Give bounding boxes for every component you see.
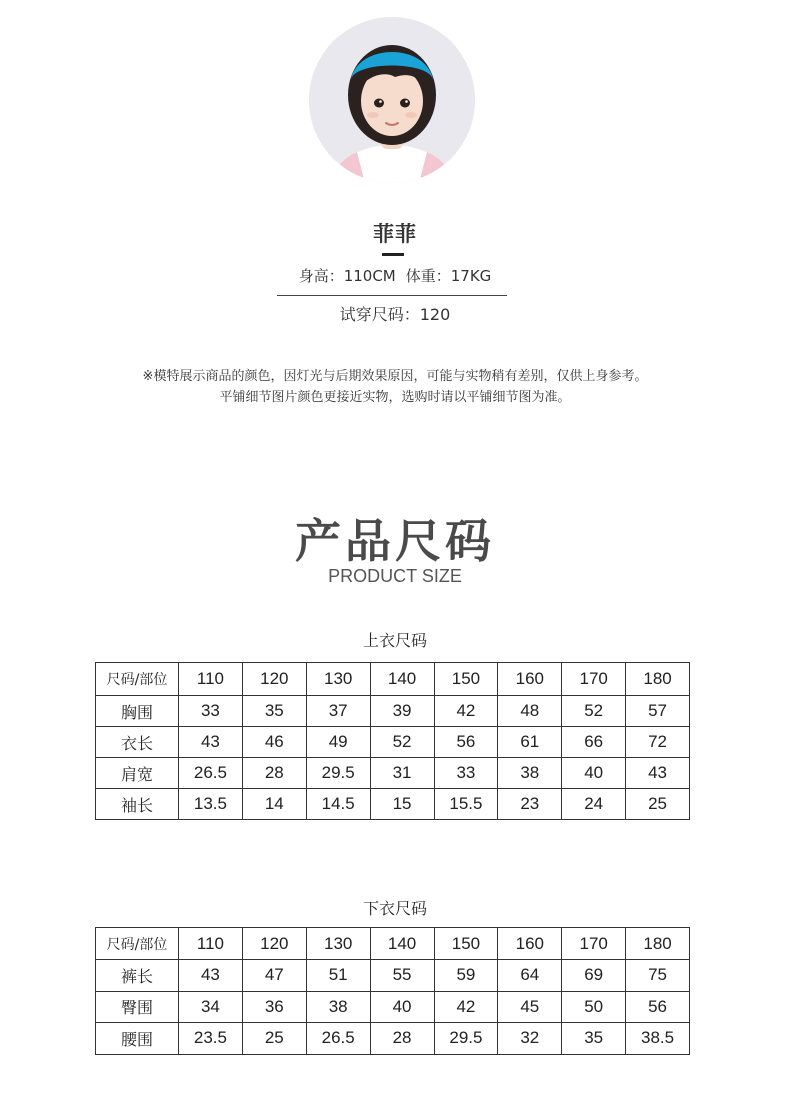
size-value-cell: 180 [626, 928, 690, 960]
model-name: 菲菲 [373, 222, 417, 246]
size-value-cell: 48 [498, 696, 562, 727]
size-value-cell: 14.5 [306, 789, 370, 820]
size-value-cell: 40 [562, 758, 626, 789]
size-value-cell: 38.5 [626, 1023, 690, 1055]
bottom-size-caption: 下衣尺码 [362, 899, 427, 918]
size-section-title: 产品尺码 [295, 514, 495, 568]
size-value-cell: 43 [626, 758, 690, 789]
table-row [96, 960, 690, 992]
size-value-cell: 130 [306, 928, 370, 960]
size-section-subtitle: PRODUCT SIZE [328, 566, 462, 586]
size-value-cell: 29.5 [306, 758, 370, 789]
table-row [96, 1023, 690, 1055]
size-value-cell: 28 [242, 758, 306, 789]
size-value-cell: 120 [242, 663, 306, 696]
size-value-cell: 49 [306, 727, 370, 758]
size-value-cell: 33 [434, 758, 498, 789]
size-value-cell: 160 [498, 663, 562, 696]
size-value-cell: 69 [562, 960, 626, 992]
row-label-cell: 胸围 [96, 696, 179, 727]
size-value-cell: 59 [434, 960, 498, 992]
size-value-cell: 110 [179, 663, 243, 696]
name-underline-divider [382, 253, 404, 256]
row-label-cell: 裤长 [96, 960, 179, 992]
table-row [96, 758, 690, 789]
size-value-cell: 75 [626, 960, 690, 992]
size-value-cell: 42 [434, 696, 498, 727]
model-measurements [0, 265, 790, 286]
size-value-cell: 50 [562, 991, 626, 1023]
model-avatar [309, 17, 475, 183]
size-value-cell: 34 [179, 991, 243, 1023]
size-value-cell: 26.5 [179, 758, 243, 789]
size-value-cell: 55 [370, 960, 434, 992]
size-value-cell: 38 [498, 758, 562, 789]
top-size-table [95, 662, 690, 820]
size-value-cell: 23 [498, 789, 562, 820]
row-label-cell: 肩宽 [96, 758, 179, 789]
size-value-cell: 32 [498, 1023, 562, 1055]
size-value-cell: 45 [498, 991, 562, 1023]
size-value-cell: 56 [626, 991, 690, 1023]
model-trial-size: 试穿尺码：120 [339, 305, 451, 324]
size-value-cell: 14 [242, 789, 306, 820]
size-value-cell: 35 [562, 1023, 626, 1055]
size-value-cell: 37 [306, 696, 370, 727]
top-size-caption: 上衣尺码 [362, 631, 427, 650]
size-value-cell: 15 [370, 789, 434, 820]
table-header-row [96, 928, 690, 960]
row-label-cell: 臀围 [96, 991, 179, 1023]
size-value-cell: 26.5 [306, 1023, 370, 1055]
size-value-cell: 150 [434, 663, 498, 696]
model-height: 身高：110CM [298, 267, 396, 285]
size-value-cell: 170 [562, 928, 626, 960]
size-value-cell: 25 [626, 789, 690, 820]
size-value-cell: 42 [434, 991, 498, 1023]
model-weight: 体重：17KG [405, 267, 492, 285]
measurements-divider [277, 295, 507, 296]
size-value-cell: 31 [370, 758, 434, 789]
row-label-cell: 尺码/部位 [96, 663, 179, 696]
size-value-cell: 51 [306, 960, 370, 992]
size-value-cell: 29.5 [434, 1023, 498, 1055]
table-header-row [96, 663, 690, 696]
size-value-cell: 43 [179, 960, 243, 992]
size-value-cell: 40 [370, 991, 434, 1023]
model-portrait-illustration [309, 17, 475, 183]
size-value-cell: 35 [242, 696, 306, 727]
size-value-cell: 24 [562, 789, 626, 820]
color-notice-line-1: ※模特展示商品的颜色，因灯光与后期效果原因，可能与实物稍有差别，仅供上身参考。 [142, 369, 648, 384]
size-value-cell: 130 [306, 663, 370, 696]
size-value-cell: 150 [434, 928, 498, 960]
table-row [96, 696, 690, 727]
table-row [96, 727, 690, 758]
size-value-cell: 43 [179, 727, 243, 758]
table-row [96, 991, 690, 1023]
row-label-cell: 衣长 [96, 727, 179, 758]
size-value-cell: 28 [370, 1023, 434, 1055]
size-value-cell: 39 [370, 696, 434, 727]
size-value-cell: 140 [370, 928, 434, 960]
size-value-cell: 23.5 [179, 1023, 243, 1055]
size-value-cell: 72 [626, 727, 690, 758]
size-value-cell: 52 [562, 696, 626, 727]
size-value-cell: 46 [242, 727, 306, 758]
size-value-cell: 33 [179, 696, 243, 727]
size-value-cell: 36 [242, 991, 306, 1023]
color-notice-line-2: 平铺细节图片颜色更接近实物，选购时请以平铺细节图为准。 [219, 390, 571, 405]
bottom-size-table [95, 927, 690, 1055]
size-value-cell: 160 [498, 928, 562, 960]
size-value-cell: 66 [562, 727, 626, 758]
size-value-cell: 38 [306, 991, 370, 1023]
row-label-cell: 腰围 [96, 1023, 179, 1055]
row-label-cell: 袖长 [96, 789, 179, 820]
size-value-cell: 15.5 [434, 789, 498, 820]
size-value-cell: 56 [434, 727, 498, 758]
row-label-cell: 尺码/部位 [96, 928, 179, 960]
size-value-cell: 47 [242, 960, 306, 992]
size-value-cell: 25 [242, 1023, 306, 1055]
size-value-cell: 52 [370, 727, 434, 758]
size-value-cell: 64 [498, 960, 562, 992]
size-value-cell: 13.5 [179, 789, 243, 820]
size-value-cell: 140 [370, 663, 434, 696]
size-value-cell: 110 [179, 928, 243, 960]
size-value-cell: 61 [498, 727, 562, 758]
size-value-cell: 57 [626, 696, 690, 727]
size-value-cell: 180 [626, 663, 690, 696]
table-row [96, 789, 690, 820]
size-value-cell: 120 [242, 928, 306, 960]
size-value-cell: 170 [562, 663, 626, 696]
